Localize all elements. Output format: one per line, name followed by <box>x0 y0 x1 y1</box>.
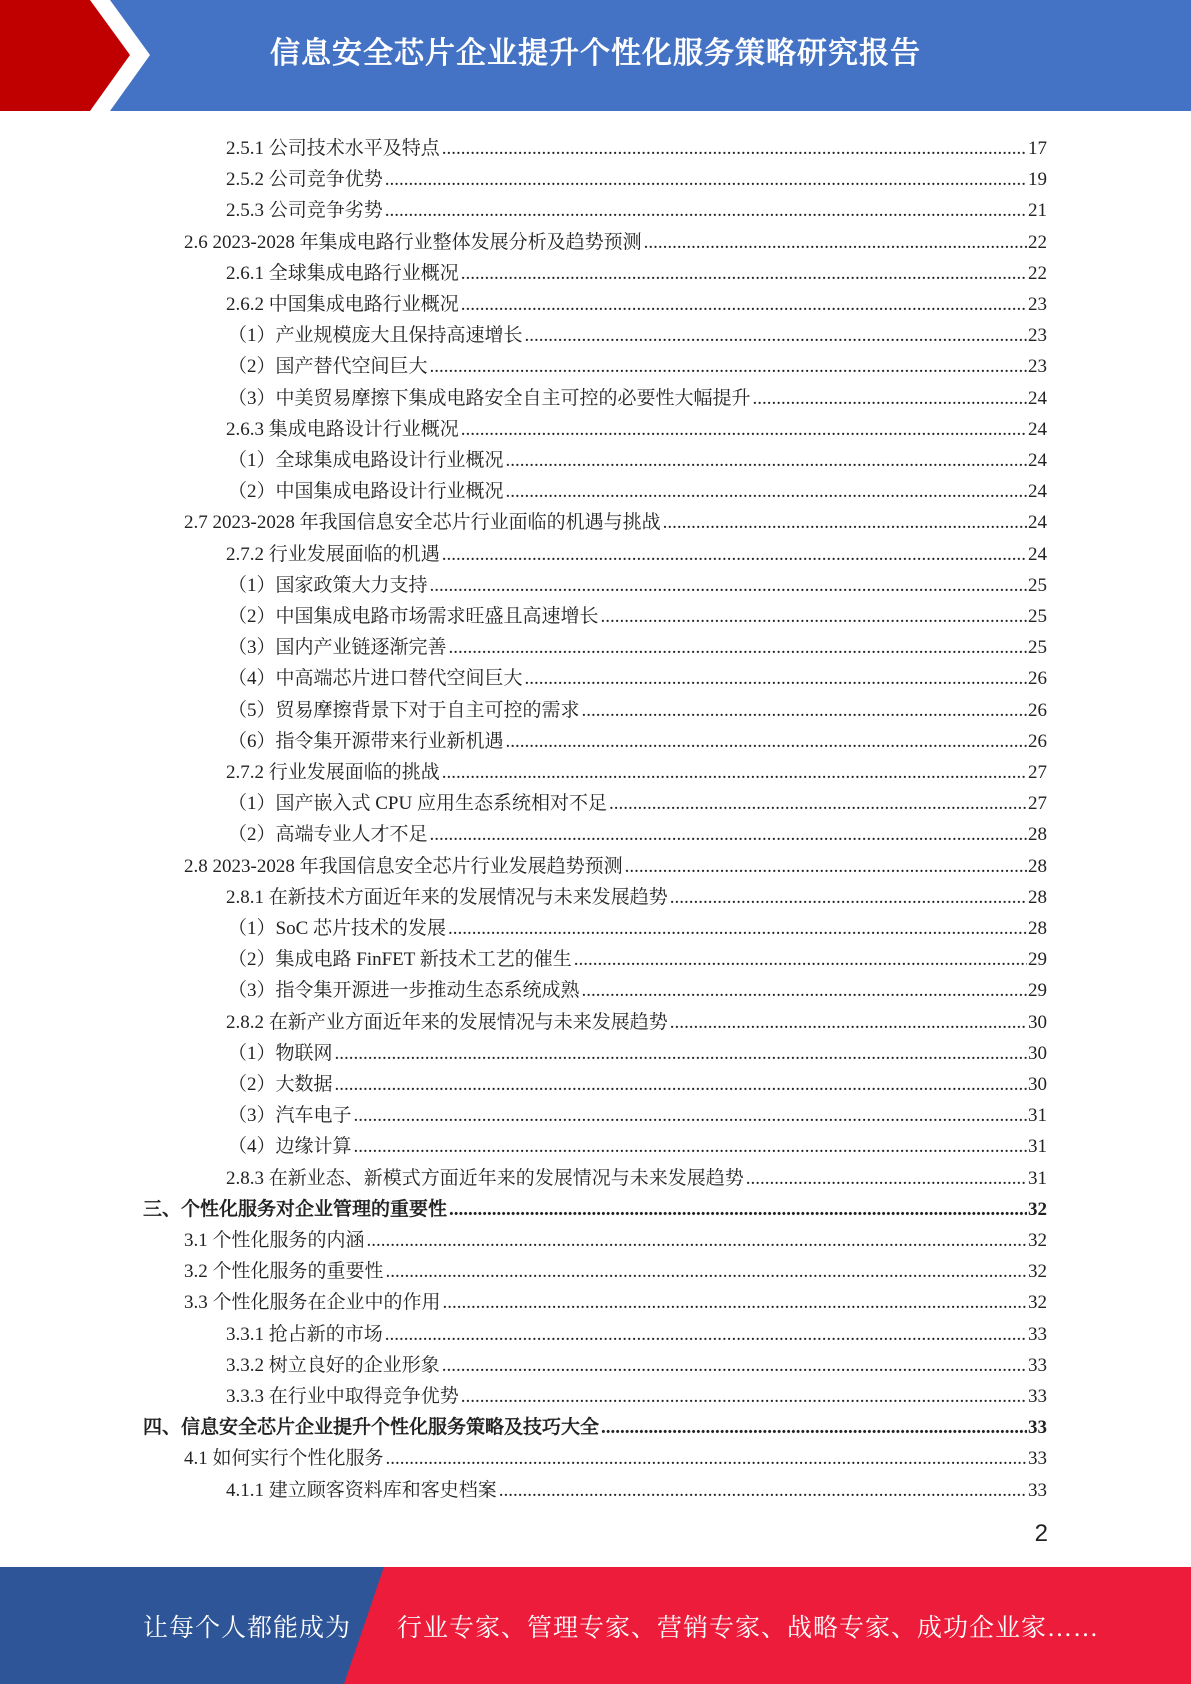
toc-entry-title: 2.7.2 行业发展面临的挑战 <box>226 762 440 783</box>
toc-entry-title: 2.6.1 全球集成电路行业概况 <box>226 263 459 284</box>
toc-entry[interactable] <box>226 1315 1047 1346</box>
toc-entry-page: 24 <box>1028 419 1047 440</box>
toc-entry-title: （2）集成电路 FinFET 新技术工艺的催生 <box>228 949 572 970</box>
toc-entry-title: （2）大数据 <box>228 1074 333 1095</box>
toc-entry-title: （1）产业规模庞大且保持高速增长 <box>228 325 523 346</box>
toc-dot-leader <box>335 1074 1027 1096</box>
toc-entry-title: 四、信息安全芯片企业提升个性化服务策略及技巧大全 <box>143 1417 600 1438</box>
toc-dot-leader <box>753 388 1027 410</box>
toc-dot-leader <box>601 1417 1027 1439</box>
page-number: 2 <box>1034 1520 1048 1547</box>
toc-entry-title: 4.1 如何实行个性化服务 <box>184 1448 384 1469</box>
toc-entry[interactable] <box>184 847 1047 878</box>
toc-entry-title: 2.8 2023-2028 年我国信息安全芯片行业发展趋势预测 <box>184 856 623 877</box>
toc-entry[interactable] <box>228 691 1047 722</box>
toc-entry[interactable] <box>226 1346 1047 1377</box>
toc-entry-page: 30 <box>1028 1074 1047 1095</box>
toc-dot-leader <box>525 325 1027 347</box>
toc-entry-title: （3）汽车电子 <box>228 1105 352 1126</box>
toc-entry-page: 27 <box>1028 762 1047 783</box>
toc-entry-title: （2）国产替代空间巨大 <box>228 356 428 377</box>
toc-dot-leader <box>442 1355 1027 1377</box>
toc-entry[interactable] <box>228 472 1047 503</box>
toc-entry[interactable] <box>184 503 1047 534</box>
toc-dot-leader <box>506 731 1027 753</box>
toc-entry-title: 3.2 个性化服务的重要性 <box>184 1261 384 1282</box>
toc-entry-title: 2.8.3 在新业态、新模式方面近年来的发展情况与未来发展趋势 <box>226 1168 744 1189</box>
toc-entry-title: 2.6.3 集成电路设计行业概况 <box>226 419 459 440</box>
toc-entry-page: 32 <box>1028 1261 1047 1282</box>
toc-entry-page: 28 <box>1028 856 1047 877</box>
toc-dot-leader <box>354 1105 1027 1127</box>
toc-entry-title: 3.3.3 在行业中取得竞争优势 <box>226 1386 459 1407</box>
toc-entry-page: 29 <box>1028 980 1047 1001</box>
toc-entry[interactable] <box>226 410 1047 441</box>
toc-entry-title: 4.1.1 建立顾客资料库和客史档案 <box>226 1480 497 1501</box>
toc-entry-title: （3）国内产业链逐渐完善 <box>228 637 447 658</box>
toc-entry-title: （1）物联网 <box>228 1043 333 1064</box>
toc-entry-page: 33 <box>1028 1417 1047 1438</box>
toc-dot-leader <box>461 1386 1027 1408</box>
toc-dot-leader <box>525 668 1027 690</box>
toc-entry-title: 2.6 2023-2028 年集成电路行业整体发展分析及趋势预测 <box>184 232 642 253</box>
toc-entry[interactable] <box>226 1003 1047 1034</box>
toc-entry-page: 26 <box>1028 668 1047 689</box>
toc-entry-title: 2.8.2 在新产业方面近年来的发展情况与未来发展趋势 <box>226 1012 668 1033</box>
toc-entry-title: （1）国家政策大力支持 <box>228 575 428 596</box>
toc-entry[interactable] <box>228 379 1047 410</box>
toc-entry-page: 32 <box>1028 1292 1047 1313</box>
toc-entry-title: 2.5.1 公司技术水平及特点 <box>226 138 440 159</box>
toc-entry-page: 19 <box>1028 169 1047 190</box>
toc-entry-page: 33 <box>1028 1324 1047 1345</box>
toc-entry-page: 33 <box>1028 1448 1047 1469</box>
toc-entry[interactable] <box>226 129 1047 160</box>
footer-slogan-left: 让每个人都能成为 <box>143 1614 352 1642</box>
toc-dot-leader <box>430 824 1027 846</box>
toc-entry-page: 32 <box>1028 1230 1047 1251</box>
toc-dot-leader <box>430 356 1027 378</box>
toc-entry-page: 25 <box>1028 606 1047 627</box>
toc-entry-page: 26 <box>1028 731 1047 752</box>
toc-entry-page: 17 <box>1028 138 1047 159</box>
toc-entry[interactable] <box>228 441 1047 472</box>
toc-entry-title: 2.5.2 公司竞争优势 <box>226 169 383 190</box>
toc-dot-leader <box>461 294 1027 316</box>
toc-dot-leader <box>442 544 1027 566</box>
toc-entry[interactable] <box>228 1065 1047 1096</box>
toc-entry[interactable] <box>228 316 1047 347</box>
toc-entry-page: 29 <box>1028 949 1047 970</box>
toc-entry[interactable] <box>184 1252 1047 1283</box>
toc-entry-title: （2）中国集成电路设计行业概况 <box>228 481 504 502</box>
toc-dot-leader <box>670 1012 1027 1034</box>
toc-entry[interactable] <box>226 1377 1047 1408</box>
toc-entry-page: 24 <box>1028 450 1047 471</box>
toc-entry-title: 2.8.1 在新技术方面近年来的发展情况与未来发展趋势 <box>226 887 668 908</box>
toc-entry[interactable] <box>228 971 1047 1002</box>
toc-entry[interactable] <box>228 659 1047 690</box>
toc-entry[interactable] <box>226 535 1047 566</box>
toc-dot-leader <box>430 575 1027 597</box>
toc-entry[interactable] <box>143 1408 1047 1439</box>
toc-entry-page: 23 <box>1028 356 1047 377</box>
toc-dot-leader <box>625 856 1027 878</box>
toc-entry[interactable] <box>228 347 1047 378</box>
toc-entry[interactable] <box>228 815 1047 846</box>
toc-entry-title: 2.5.3 公司竞争劣势 <box>226 200 383 221</box>
toc-dot-leader <box>609 793 1027 815</box>
toc-entry-page: 26 <box>1028 700 1047 721</box>
toc-dot-leader <box>442 138 1027 160</box>
toc-dot-leader <box>461 263 1027 285</box>
toc-entry-title: （4）边缘计算 <box>228 1136 352 1157</box>
toc-entry[interactable] <box>226 1471 1047 1502</box>
toc-dot-leader <box>582 700 1027 722</box>
toc-entry-page: 30 <box>1028 1012 1047 1033</box>
toc-entry[interactable] <box>228 566 1047 597</box>
toc-entry-page: 24 <box>1028 544 1047 565</box>
toc-dot-leader <box>386 1448 1027 1470</box>
toc-entry-page: 30 <box>1028 1043 1047 1064</box>
toc-dot-leader <box>335 1043 1027 1065</box>
toc-dot-leader <box>461 419 1027 441</box>
toc-entry[interactable] <box>184 1221 1047 1252</box>
toc-entry[interactable] <box>228 1127 1047 1158</box>
toc-dot-leader <box>385 200 1027 222</box>
toc-entry[interactable] <box>143 1190 1047 1221</box>
toc-entry[interactable] <box>226 191 1047 222</box>
toc-entry[interactable] <box>226 160 1047 191</box>
toc-dot-leader <box>448 918 1027 940</box>
page-footer <box>0 1567 1191 1684</box>
toc-dot-leader <box>670 887 1027 909</box>
toc-entry-page: 28 <box>1028 887 1047 908</box>
toc-entry-title: 三、个性化服务对企业管理的重要性 <box>143 1199 448 1220</box>
toc-entry[interactable] <box>228 628 1047 659</box>
toc-entry-page: 23 <box>1028 294 1047 315</box>
toc-entry-page: 31 <box>1028 1105 1047 1126</box>
toc-entry-title: （4）中高端芯片进口替代空间巨大 <box>228 668 523 689</box>
toc-entry-page: 32 <box>1028 1199 1047 1220</box>
toc-entry[interactable] <box>184 223 1047 254</box>
toc-entry-page: 31 <box>1028 1136 1047 1157</box>
toc-entry-title: 2.7.2 行业发展面临的机遇 <box>226 544 440 565</box>
toc-entry[interactable] <box>226 1159 1047 1190</box>
toc-entry-page: 28 <box>1028 824 1047 845</box>
toc-entry-page: 25 <box>1028 637 1047 658</box>
toc-dot-leader <box>506 481 1027 503</box>
toc-entry[interactable] <box>184 1439 1047 1470</box>
toc-entry-title: （1）国产嵌入式 CPU 应用生态系统相对不足 <box>228 793 607 814</box>
toc-dot-leader <box>574 949 1027 971</box>
toc-entry[interactable] <box>228 1096 1047 1127</box>
toc-entry-page: 33 <box>1028 1386 1047 1407</box>
toc-dot-leader <box>449 1199 1027 1221</box>
toc-entry-title: （6）指令集开源带来行业新机遇 <box>228 731 504 752</box>
footer-slogan-right: 行业专家、管理专家、营销专家、战略专家、成功企业家…… <box>397 1614 1100 1642</box>
toc-entry[interactable] <box>228 909 1047 940</box>
toc-entry[interactable] <box>228 722 1047 753</box>
toc-entry[interactable] <box>226 753 1047 784</box>
toc-entry-title: 3.1 个性化服务的内涵 <box>184 1230 365 1251</box>
toc-entry-page: 24 <box>1028 481 1047 502</box>
toc-entry-page: 25 <box>1028 575 1047 596</box>
toc-entry-page: 27 <box>1028 793 1047 814</box>
toc-entry-page: 33 <box>1028 1355 1047 1376</box>
toc-dot-leader <box>385 169 1027 191</box>
toc-dot-leader <box>746 1168 1027 1190</box>
toc-entry-title: （3）中美贸易摩擦下集成电路安全自主可控的必要性大幅提升 <box>228 388 751 409</box>
toc-entry-title: 2.6.2 中国集成电路行业概况 <box>226 294 459 315</box>
toc-dot-leader <box>449 637 1027 659</box>
toc-dot-leader <box>582 980 1027 1002</box>
toc-entry-title: 3.3.1 抢占新的市场 <box>226 1324 383 1345</box>
toc-entry-title: （2）中国集成电路市场需求旺盛且高速增长 <box>228 606 599 627</box>
toc-dot-leader <box>663 512 1027 534</box>
toc-entry-title: （1）全球集成电路设计行业概况 <box>228 450 504 471</box>
toc-entry-page: 24 <box>1028 388 1047 409</box>
toc-dot-leader <box>442 762 1027 784</box>
toc-dot-leader <box>354 1136 1027 1158</box>
toc-entry[interactable] <box>226 285 1047 316</box>
toc-entry[interactable] <box>226 254 1047 285</box>
toc-entry-page: 24 <box>1028 512 1047 533</box>
toc-entry-page: 31 <box>1028 1168 1047 1189</box>
toc-entry[interactable] <box>228 784 1047 815</box>
header-arrow-logo <box>0 0 160 111</box>
report-title: 信息安全芯片企业提升个性化服务策略研究报告 <box>270 36 921 71</box>
toc-dot-leader <box>644 232 1027 254</box>
toc-entry-page: 33 <box>1028 1480 1047 1501</box>
toc-dot-leader <box>499 1480 1027 1502</box>
toc-entry-title: （2）高端专业人才不足 <box>228 824 428 845</box>
toc-entry[interactable] <box>228 1034 1047 1065</box>
toc-entry-page: 21 <box>1028 200 1047 221</box>
toc-entry-title: （3）指令集开源进一步推动生态系统成熟 <box>228 980 580 1001</box>
toc-dot-leader <box>443 1292 1027 1314</box>
toc-entry-page: 28 <box>1028 918 1047 939</box>
toc-dot-leader <box>386 1261 1027 1283</box>
toc-entry-title: 3.3 个性化服务在企业中的作用 <box>184 1292 441 1313</box>
toc-entry-title: 3.3.2 树立良好的企业形象 <box>226 1355 440 1376</box>
toc-dot-leader <box>601 606 1027 628</box>
toc-entry-page: 22 <box>1028 263 1047 284</box>
toc-dot-leader <box>385 1324 1027 1346</box>
toc-entry-page: 23 <box>1028 325 1047 346</box>
page-header <box>0 0 1191 111</box>
toc-entry[interactable] <box>228 940 1047 971</box>
toc-entry-title: （5）贸易摩擦背景下对于自主可控的需求 <box>228 700 580 721</box>
toc-entry[interactable] <box>184 1283 1047 1314</box>
toc-entry-title: 2.7 2023-2028 年我国信息安全芯片行业面临的机遇与挑战 <box>184 512 661 533</box>
toc-entry[interactable] <box>226 878 1047 909</box>
toc-entry[interactable] <box>228 597 1047 628</box>
toc-dot-leader <box>506 450 1027 472</box>
toc-entry-page: 22 <box>1028 232 1047 253</box>
toc-entry-title: （1）SoC 芯片技术的发展 <box>228 918 446 939</box>
toc-dot-leader <box>367 1230 1027 1252</box>
